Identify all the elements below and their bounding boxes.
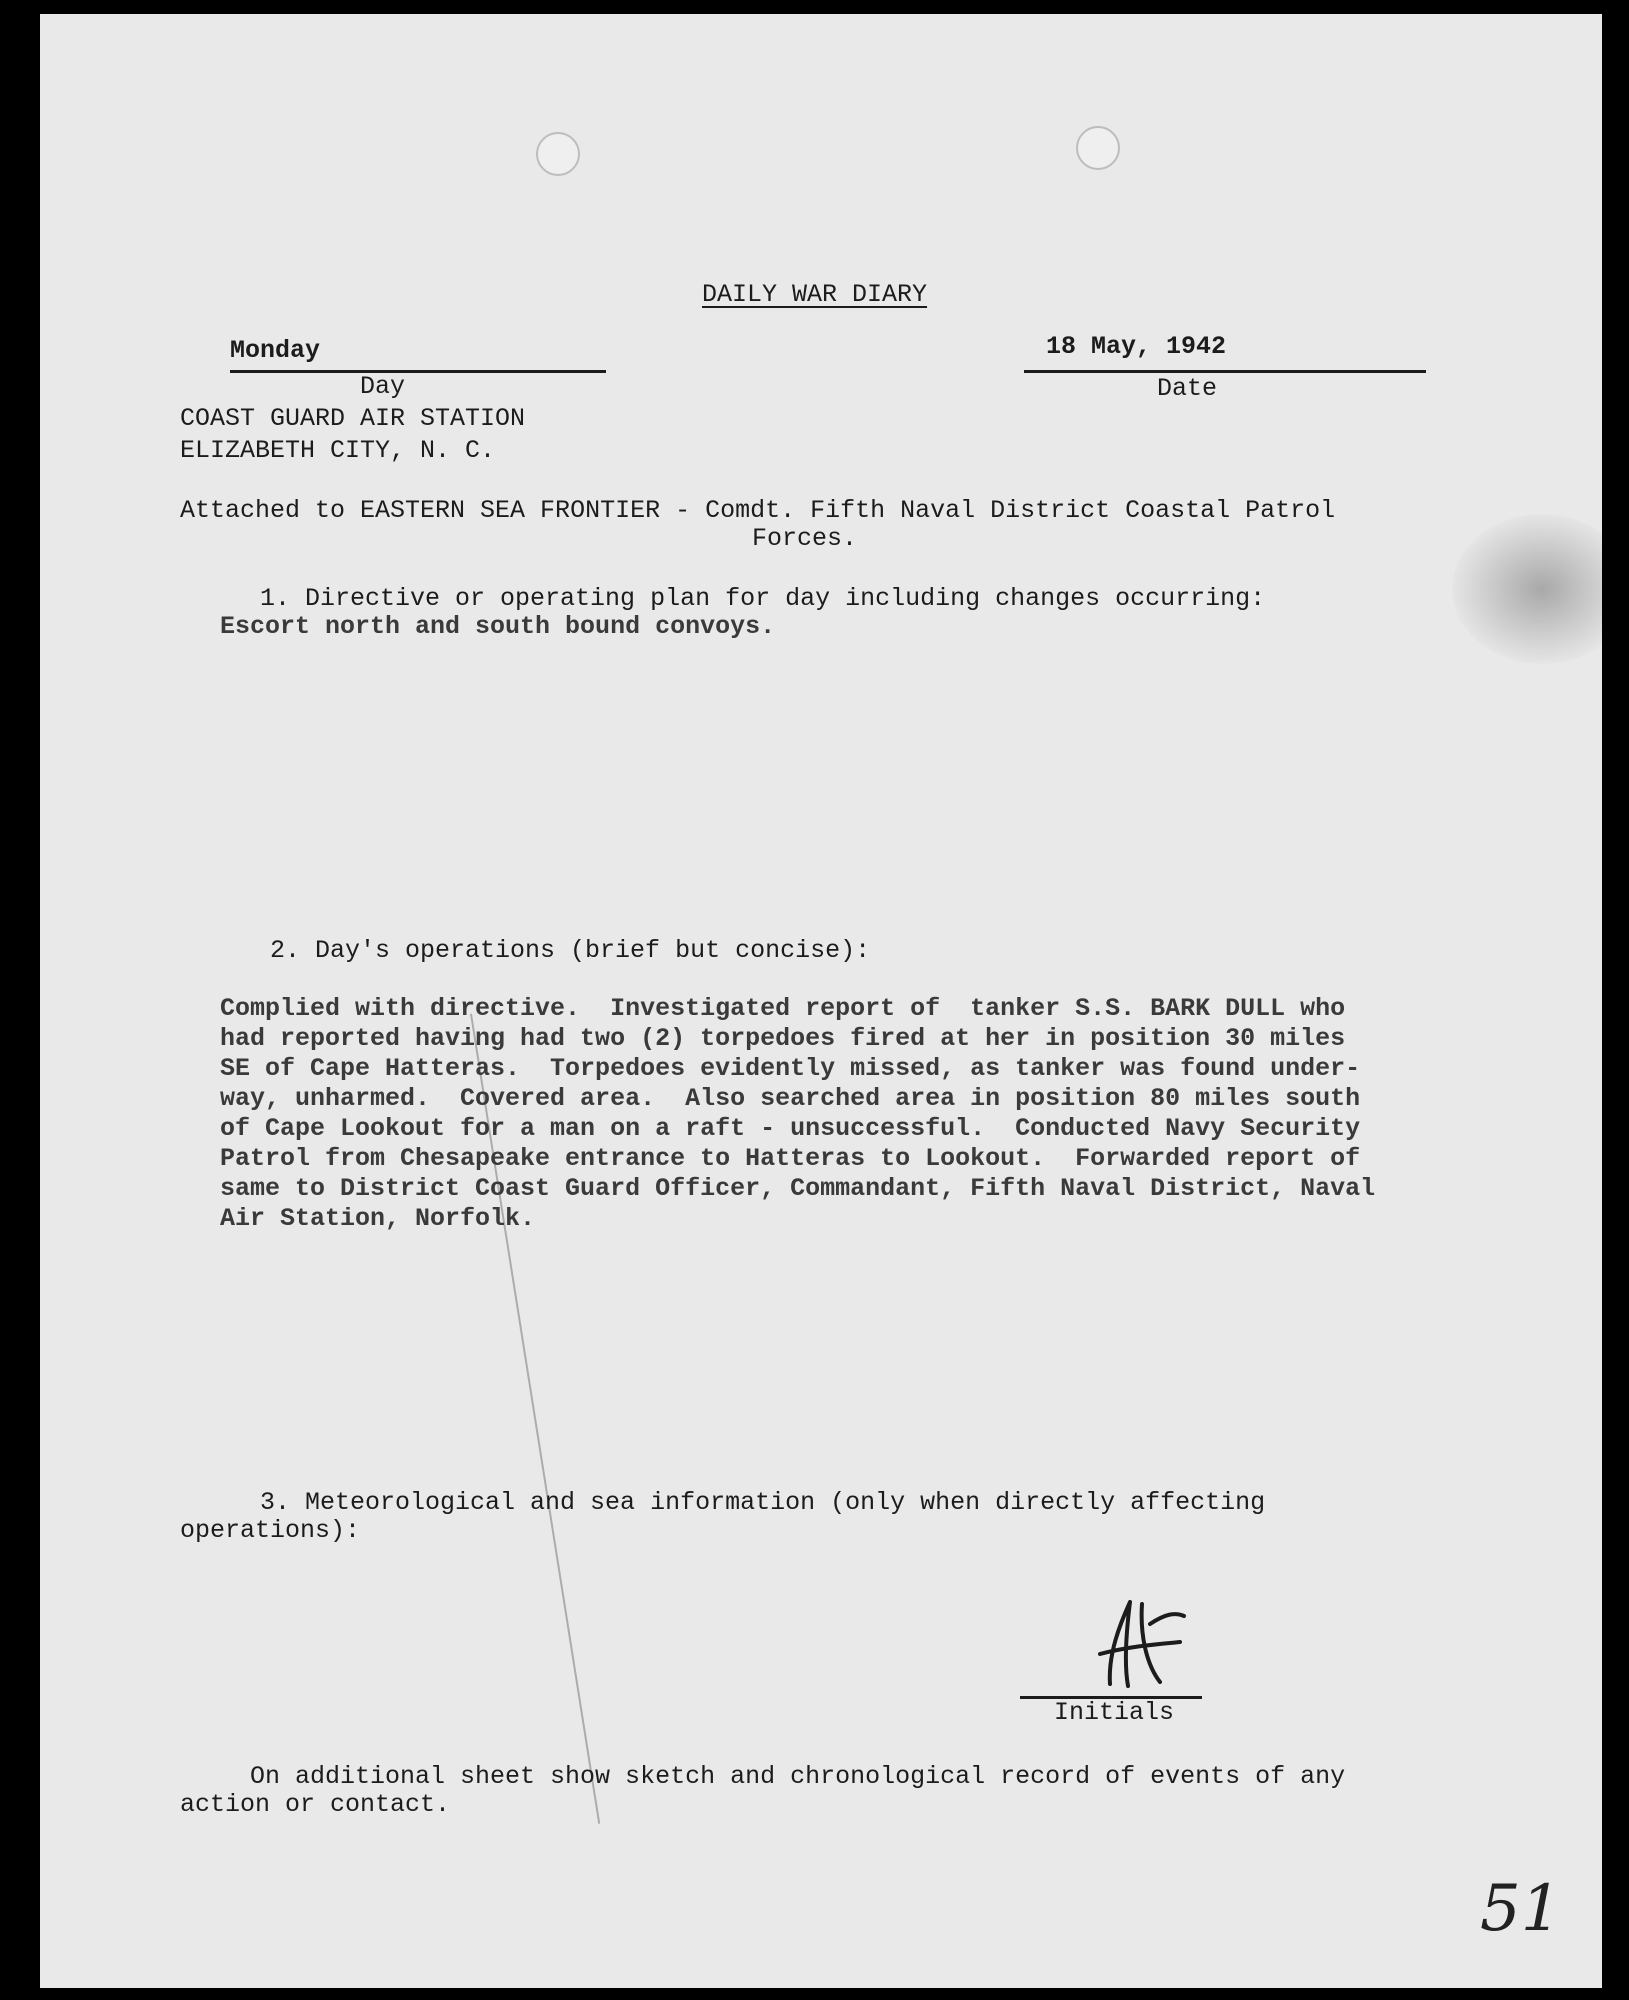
attached-line-2: Forces. bbox=[752, 524, 858, 553]
handwritten-initials bbox=[1080, 1594, 1190, 1694]
day-value: Monday bbox=[230, 336, 321, 365]
station-location: ELIZABETH CITY, N. C. bbox=[180, 436, 496, 465]
date-label: Date bbox=[1157, 374, 1218, 403]
section-3-heading-line-1: 3. Meteorological and sea information (only when directly affecting bbox=[260, 1488, 1266, 1517]
section-2-line: Complied with directive. Investigated report of tanker S.S. BARK DULL who bbox=[220, 994, 1346, 1023]
date-underline bbox=[1024, 370, 1426, 373]
section-2-line: had reported having had two (2) torpedoes fired at her in position 30 miles bbox=[220, 1024, 1346, 1053]
page-number: 51 bbox=[1480, 1872, 1562, 1946]
section-2-body bbox=[220, 964, 1375, 1264]
document-page bbox=[40, 14, 1602, 1988]
day-underline bbox=[230, 370, 606, 373]
section-2-line: Air Station, Norfolk. bbox=[220, 1204, 536, 1233]
section-2-line: of Cape Lookout for a man on a raft - unsuccessful. Conducted Navy Security bbox=[220, 1114, 1361, 1143]
date-value: 18 May, 1942 bbox=[1046, 332, 1227, 361]
section-2-line: SE of Cape Hatteras. Torpedoes evidently missed, as tanker was found under- bbox=[220, 1054, 1361, 1083]
section-1-heading: 1. Directive or operating plan for day including changes occurring: bbox=[260, 584, 1266, 613]
section-1-body: Escort north and south bound convoys. bbox=[220, 612, 776, 641]
punch-hole-right bbox=[1076, 126, 1120, 170]
section-3-heading-line-2: operations): bbox=[180, 1516, 361, 1545]
day-label: Day bbox=[360, 372, 406, 401]
footer-line-2: action or contact. bbox=[180, 1790, 451, 1819]
ink-smudge bbox=[1452, 514, 1602, 664]
section-2-heading: 2. Day's operations (brief but concise): bbox=[270, 936, 871, 965]
section-2-line: way, unharmed. Covered area. Also searched area in position 80 miles south bbox=[220, 1084, 1361, 1113]
section-2-line: Patrol from Chesapeake entrance to Hatteras to Lookout. Forwarded report of bbox=[220, 1144, 1361, 1173]
station-name: COAST GUARD AIR STATION bbox=[180, 404, 526, 433]
initials-label: Initials bbox=[1054, 1698, 1175, 1727]
footer-line-1: On additional sheet show sketch and chronological record of events of any bbox=[250, 1762, 1346, 1791]
section-2-line: same to District Coast Guard Officer, Commandant, Fifth Naval District, Naval bbox=[220, 1174, 1376, 1203]
document-title: DAILY WAR DIARY bbox=[702, 280, 928, 309]
attached-line-1: Attached to EASTERN SEA FRONTIER - Comdt. Fifth Naval District Coastal Patrol bbox=[180, 496, 1336, 525]
punch-hole-left bbox=[536, 132, 580, 176]
